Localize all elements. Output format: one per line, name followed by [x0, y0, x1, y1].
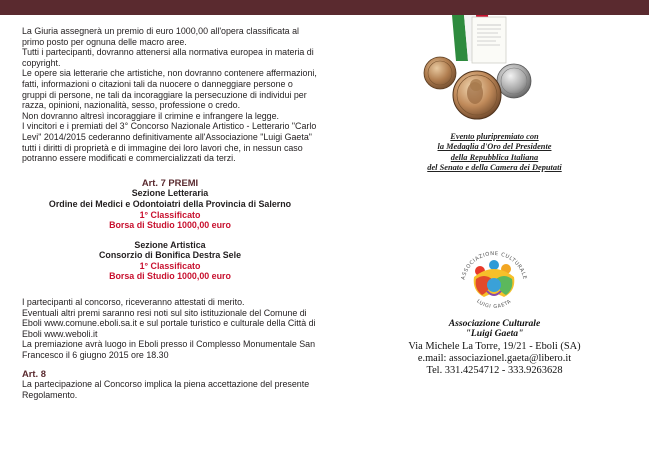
- top-color-bar: [0, 0, 649, 15]
- section-artistic-place: 1° Classificato: [139, 260, 201, 271]
- award-line-3: della Repubblica Italiana: [450, 152, 539, 162]
- medal-left-bronze: [424, 57, 456, 89]
- award-line-2: la Medaglia d'Oro del Presidente: [437, 142, 552, 152]
- section-literary-title: Sezione Letteraria: [131, 188, 209, 199]
- paragraph-other-prizes: Eventuali altri premi saranno resi noti sul sito istituzionale del Comune di Eboli www.comune.eboli.sa.it e sul portale turistico e culturale della Città di Eboli www.weboli.it: [22, 307, 316, 339]
- paragraph-ceremony: La premiazione avrà luogo in Eboli presso il Complesso Monumentale San Francesco il 6 giugno 2015 ore 18.30: [22, 339, 316, 361]
- logo-figures: [474, 260, 515, 297]
- association-name: [340, 319, 649, 339]
- section-artistic-prize: Borsa di Studio 1000,00 euro: [109, 271, 231, 282]
- email-text: e.mail: associazionel.gaeta@libero.it: [417, 353, 572, 365]
- contact-block: [340, 341, 649, 378]
- section-literary-prize: Borsa di Studio 1000,00 euro: [109, 220, 231, 231]
- paragraph-certificates: I partecipanti al concorso, riceveranno attestati di merito.: [22, 297, 245, 308]
- medal-center-president: [453, 71, 501, 119]
- medals-illustration: [340, 15, 649, 125]
- logo-arc-bottom-text: LUIGI GAETA: [475, 298, 513, 311]
- association-name-line-1: Associazione Culturale: [448, 318, 541, 329]
- section-artistic-sponsor: Consorzio di Bonifica Destra Sele: [98, 250, 242, 261]
- phone-text: Tel. 331.4254712 - 333.9263628: [426, 365, 563, 377]
- award-text: [340, 132, 649, 174]
- section-literary-place: 1° Classificato: [139, 209, 201, 220]
- art8-heading: Art. 8: [22, 367, 46, 379]
- paragraph-copyright: Tutti i partecipanti, dovranno attenersi alla normativa europea in materia di copyright.: [22, 47, 314, 68]
- left-column: [22, 26, 318, 400]
- section-literary-sponsor: Ordine dei Medici e Odontoiatri della Provincia di Salerno: [48, 198, 292, 209]
- paragraph-content-rules: Le opere sia letterarie che artistiche, non dovranno contenere affermazioni, fatti, informazioni o citazioni tali da nuocere o danneggiare persone o gruppi di persone, ne tali da incoraggiare la persecuzione di individui per razza, opinioni, nazionalità, sesso, professione o credo.: [22, 68, 317, 111]
- award-line-4: del Senato e della Camera dei Deputati: [427, 163, 562, 173]
- art8-text: La partecipazione al Concorso implica la piena accettazione del presente Regolamento.: [22, 379, 310, 400]
- section-artistic-title: Sezione Artistica: [134, 239, 206, 250]
- medal-right-silver: [497, 64, 531, 98]
- paragraph-prize-amount: La Giuria assegnerà un premio di euro 1000,00 all'opera classificata al primo posto per ognuna delle macro aree.: [22, 26, 299, 47]
- association-logo: [454, 251, 534, 313]
- award-line-1: Evento pluripremiato con: [450, 132, 539, 141]
- right-column: [340, 15, 649, 464]
- address-text: Via Michele La Torre, 19/21 - Eboli (SA): [408, 341, 581, 352]
- association-name-line-2: "Luigi Gaeta": [465, 328, 524, 339]
- paragraph-rights: I vincitori e i premiati del 3° Concorso Nazionale Artistico - Letterario "Carlo Levi" 2014/2015 cederanno definitivamente all'Associazione "Luigi Gaeta" tutti i diritti di proprietà e di immagine dei loro lavori che, in nessun caso potranno essere modificati e commercializzati da terzi.: [22, 121, 317, 164]
- art7-heading: Art. 7 PREMI: [141, 176, 199, 188]
- document-certificate: [472, 17, 506, 63]
- paragraph-law: Non dovranno altresì incoraggiare il crimine e infrangere la legge.: [22, 110, 280, 121]
- logo-arc-top-text: ASSOCIAZIONE CULTURALE: [460, 251, 528, 281]
